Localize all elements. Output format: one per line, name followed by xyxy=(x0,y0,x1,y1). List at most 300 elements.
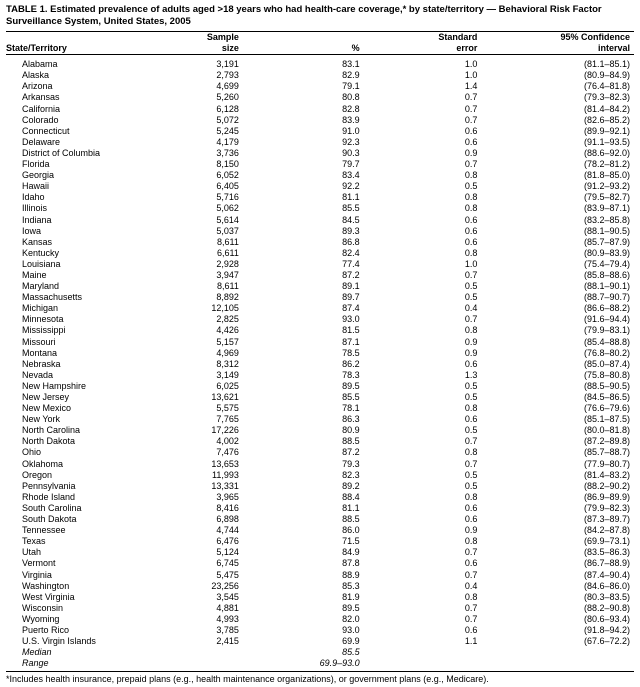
cell-sample-size: 2,415 xyxy=(216,636,239,647)
cell-sample-size: 4,002 xyxy=(216,436,239,447)
cell-standard-error: 0.7 xyxy=(464,569,478,580)
cell-standard-error: 0.6 xyxy=(464,214,478,225)
summary-row xyxy=(6,647,634,658)
cell-standard-error: 0.6 xyxy=(464,502,478,513)
cell-percent: 78.3 xyxy=(342,369,360,380)
cell-state: Tennessee xyxy=(22,525,66,536)
cell-sample-size: 4,426 xyxy=(216,325,239,336)
cell-percent: 87.1 xyxy=(342,336,360,347)
cell-confidence-interval: (88.5–90.5) xyxy=(583,380,630,391)
table-row xyxy=(6,536,634,547)
cell-percent: 77.4 xyxy=(342,258,360,269)
cell-state: Florida xyxy=(22,159,50,170)
cell-sample-size: 13,621 xyxy=(211,392,239,402)
table-row xyxy=(6,403,634,414)
cell-confidence-interval: (81.4–83.2) xyxy=(583,469,630,480)
table-row xyxy=(6,459,634,470)
cell-sample-size: 5,475 xyxy=(216,569,239,580)
table-row xyxy=(6,237,634,248)
cell-confidence-interval: (75.8–80.8) xyxy=(583,369,630,380)
cell-standard-error: 0.5 xyxy=(464,480,478,491)
cell-sample-size: 5,260 xyxy=(216,92,239,103)
cell-percent: 84.9 xyxy=(342,547,360,558)
cell-state: Montana xyxy=(22,347,58,358)
cell-confidence-interval: (80.9–84.9) xyxy=(583,70,630,81)
cell-sample-size: 3,947 xyxy=(216,269,239,280)
cell-standard-error: 0.7 xyxy=(464,92,478,103)
cell-sample-size: 2,928 xyxy=(216,258,239,269)
cell-standard-error: 0.8 xyxy=(464,247,478,258)
cell-standard-error: 0.7 xyxy=(464,602,478,613)
cell-confidence-interval: (81.4–84.2) xyxy=(583,103,630,114)
cell-percent: 93.0 xyxy=(342,314,360,325)
cell-confidence-interval: (76.4–81.8) xyxy=(583,81,630,92)
cell-percent: 89.5 xyxy=(342,602,360,613)
cell-percent: 82.4 xyxy=(342,247,360,258)
cell-confidence-interval: (78.2–81.2) xyxy=(583,159,630,170)
cell-sample-size: 2,825 xyxy=(216,314,239,325)
cell-standard-error: 1.3 xyxy=(464,369,478,380)
table-row xyxy=(6,325,634,336)
cell-percent: 89.1 xyxy=(342,281,360,292)
cell-confidence-interval: (83.9–87.1) xyxy=(583,203,630,214)
cell-standard-error: 0.7 xyxy=(464,314,478,325)
cell-state: Minnesota xyxy=(22,314,64,325)
cell-confidence-interval: (67.6–72.2) xyxy=(583,636,630,647)
cell-percent: 88.5 xyxy=(342,436,360,447)
cell-state: Nevada xyxy=(22,369,54,380)
cell-state: Alaska xyxy=(22,70,50,81)
cell-percent: 89.7 xyxy=(342,292,360,303)
cell-percent: 88.9 xyxy=(342,569,360,580)
cell-confidence-interval: (85.8–88.6) xyxy=(583,269,630,280)
cell-percent: 71.5 xyxy=(342,536,360,547)
cell-state: Ohio xyxy=(22,447,42,458)
table-row xyxy=(6,259,634,270)
cell-standard-error: 0.6 xyxy=(464,136,478,147)
table-row xyxy=(6,425,634,436)
table-row xyxy=(6,625,634,636)
header-state-blank xyxy=(6,32,163,44)
table-row xyxy=(6,558,634,569)
table-row xyxy=(6,248,634,259)
table-row xyxy=(6,570,634,581)
cell-confidence-interval: (85.7–87.9) xyxy=(583,236,630,247)
cell-percent: 69.9 xyxy=(342,636,360,647)
cell-state: Utah xyxy=(22,547,42,558)
header-sample-top: Sample xyxy=(163,32,273,44)
cell-percent: 91.0 xyxy=(342,125,360,136)
cell-sample-size: 12,105 xyxy=(211,303,239,314)
cell-confidence-interval: (86.9–89.9) xyxy=(583,491,630,502)
cell-state: Hawaii xyxy=(22,181,50,192)
cell-confidence-interval: (80.0–81.8) xyxy=(583,425,630,436)
cell-state: California xyxy=(22,103,61,114)
cell-state: Massachusetts xyxy=(22,292,83,303)
cell-standard-error: 0.6 xyxy=(464,624,478,635)
cell-standard-error: 0.8 xyxy=(464,203,478,214)
table-row xyxy=(6,70,634,81)
cell-state: Nebraska xyxy=(22,358,61,369)
cell-confidence-interval: (79.9–83.1) xyxy=(583,325,630,336)
cell-confidence-interval: (84.6–86.0) xyxy=(583,580,630,591)
cell-summary-label: Range xyxy=(22,658,49,669)
cell-sample-size: 11,993 xyxy=(211,469,239,480)
cell-confidence-interval: (80.9–83.9) xyxy=(583,247,630,258)
cell-confidence-interval: (91.2–93.2) xyxy=(583,181,630,192)
cell-confidence-interval: (88.2–90.2) xyxy=(583,480,630,491)
cell-state: New Hampshire xyxy=(22,380,87,391)
cell-state: Michigan xyxy=(22,303,59,314)
cell-percent: 81.9 xyxy=(342,591,360,602)
table-row xyxy=(6,92,634,103)
cell-sample-size: 3,965 xyxy=(216,491,239,502)
cell-confidence-interval: (86.7–88.9) xyxy=(583,558,630,569)
table-row xyxy=(6,503,634,514)
cell-percent: 88.4 xyxy=(342,491,360,502)
cell-sample-size: 8,611 xyxy=(216,281,239,292)
cell-percent: 87.8 xyxy=(342,558,360,569)
cell-confidence-interval: (91.6–94.4) xyxy=(583,314,630,325)
cell-standard-error: 0.6 xyxy=(464,514,478,525)
table-row xyxy=(6,359,634,370)
table-row xyxy=(6,226,634,237)
header-ci-bottom: interval xyxy=(511,43,634,55)
table-row xyxy=(6,514,634,525)
cell-confidence-interval: (91.1–93.5) xyxy=(583,136,630,147)
cell-percent: 81.1 xyxy=(342,502,360,513)
cell-confidence-interval: (84.2–87.8) xyxy=(583,525,630,536)
cell-standard-error: 1.0 xyxy=(464,70,478,81)
cell-percent: 78.5 xyxy=(342,347,360,358)
table-row xyxy=(6,137,634,148)
cell-confidence-interval: (76.8–80.2) xyxy=(583,347,630,358)
cell-standard-error: 0.5 xyxy=(464,281,478,292)
cell-sample-size: 6,052 xyxy=(216,170,239,181)
cell-sample-size: 7,765 xyxy=(216,414,239,425)
table-summary xyxy=(6,647,634,669)
cell-confidence-interval: (79.9–82.3) xyxy=(583,502,630,513)
cell-percent: 79.3 xyxy=(342,458,360,469)
prevalence-table xyxy=(6,31,634,669)
cell-state: Maryland xyxy=(22,281,60,292)
cell-summary-se-blank xyxy=(390,647,512,658)
cell-percent: 81.1 xyxy=(342,192,360,203)
cell-confidence-interval: (84.5–86.5) xyxy=(583,392,630,402)
table-row xyxy=(6,126,634,137)
cell-state: Alabama xyxy=(22,59,58,70)
cell-state: District of Columbia xyxy=(22,147,101,158)
cell-sample-size: 5,124 xyxy=(216,547,239,558)
cell-percent: 82.3 xyxy=(342,469,360,480)
cell-sample-size: 4,993 xyxy=(216,613,239,624)
cell-standard-error: 0.6 xyxy=(464,236,478,247)
table-row xyxy=(6,115,634,126)
cell-state: Kentucky xyxy=(22,247,60,258)
cell-confidence-interval: (88.1–90.5) xyxy=(583,225,630,236)
cell-sample-size: 4,969 xyxy=(216,347,239,358)
table-row xyxy=(6,581,634,592)
cell-percent: 93.0 xyxy=(342,624,360,635)
table-row xyxy=(6,370,634,381)
table-row xyxy=(6,170,634,181)
cell-sample-size: 7,476 xyxy=(216,447,239,458)
cell-confidence-interval: (79.3–82.3) xyxy=(583,92,630,103)
cell-standard-error: 0.7 xyxy=(464,436,478,447)
cell-sample-size: 4,881 xyxy=(216,602,239,613)
table-row xyxy=(6,392,634,403)
table-row xyxy=(6,337,634,348)
table-row xyxy=(6,270,634,281)
cell-summary-percent: 85.5 xyxy=(342,647,360,658)
cell-confidence-interval: (77.9–80.7) xyxy=(583,458,630,469)
cell-standard-error: 1.1 xyxy=(464,636,478,647)
table-header-bottom-row xyxy=(6,43,634,55)
cell-confidence-interval: (91.8–94.2) xyxy=(583,624,630,635)
cell-percent: 87.4 xyxy=(342,303,360,314)
cell-confidence-interval: (88.6–92.0) xyxy=(583,147,630,158)
table-row xyxy=(6,525,634,536)
cell-sample-size: 6,405 xyxy=(216,181,239,192)
cell-confidence-interval: (85.4–88.8) xyxy=(583,336,630,347)
cell-summary-percent: 69.9–93.0 xyxy=(319,658,360,669)
cell-state: New York xyxy=(22,414,61,425)
cell-sample-size: 8,416 xyxy=(216,502,239,513)
cell-percent: 85.5 xyxy=(342,203,360,214)
cell-confidence-interval: (83.2–85.8) xyxy=(583,214,630,225)
cell-sample-size: 3,736 xyxy=(216,147,239,158)
cell-standard-error: 0.8 xyxy=(464,591,478,602)
cell-sample-size: 6,025 xyxy=(216,380,239,391)
cell-standard-error: 0.7 xyxy=(464,114,478,125)
cell-standard-error: 0.6 xyxy=(464,558,478,569)
cell-sample-size: 5,157 xyxy=(216,336,239,347)
cell-state: U.S. Virgin Islands xyxy=(22,636,96,647)
cell-standard-error: 0.9 xyxy=(464,525,478,536)
cell-state: Oregon xyxy=(22,469,53,480)
cell-sample-size: 2,793 xyxy=(216,70,239,81)
cell-sample-size: 5,614 xyxy=(216,214,239,225)
cell-state: South Dakota xyxy=(22,514,77,525)
header-sample-bottom: size xyxy=(163,43,273,55)
cell-sample-size: 8,312 xyxy=(216,358,239,369)
cell-standard-error: 0.8 xyxy=(464,170,478,181)
table-row xyxy=(6,481,634,492)
table-body xyxy=(6,57,634,647)
cell-confidence-interval: (85.0–87.4) xyxy=(583,358,630,369)
cell-percent: 87.2 xyxy=(342,269,360,280)
table-row xyxy=(6,314,634,325)
cell-standard-error: 1.4 xyxy=(464,81,478,92)
table-row xyxy=(6,381,634,392)
table-row xyxy=(6,348,634,359)
cell-confidence-interval: (88.2–90.8) xyxy=(583,602,630,613)
cell-confidence-interval: (81.1–85.1) xyxy=(583,59,630,70)
table-row xyxy=(6,614,634,625)
cell-sample-size: 3,191 xyxy=(216,59,239,70)
cell-sample-size: 5,245 xyxy=(216,125,239,136)
cell-percent: 86.3 xyxy=(342,414,360,425)
table-row xyxy=(6,215,634,226)
header-pct: % xyxy=(273,43,390,55)
cell-sample-size: 13,653 xyxy=(211,458,239,469)
cell-state: Louisiana xyxy=(22,258,61,269)
cell-state: Rhode Island xyxy=(22,491,76,502)
cell-standard-error: 0.7 xyxy=(464,458,478,469)
table-row xyxy=(6,57,634,70)
cell-percent: 82.8 xyxy=(342,103,360,114)
cell-standard-error: 0.8 xyxy=(464,447,478,458)
header-pct-blank xyxy=(273,32,390,44)
cell-standard-error: 0.6 xyxy=(464,225,478,236)
cell-standard-error: 0.8 xyxy=(464,403,478,414)
cell-state: Wyoming xyxy=(22,613,60,624)
cell-confidence-interval: (85.7–88.7) xyxy=(583,447,630,458)
cell-percent: 88.5 xyxy=(342,514,360,525)
cell-confidence-interval: (81.8–85.0) xyxy=(583,170,630,181)
cell-percent: 89.5 xyxy=(342,380,360,391)
cell-state: Mississippi xyxy=(22,325,66,336)
table-header-top-row xyxy=(6,32,634,44)
table-row xyxy=(6,281,634,292)
table-row xyxy=(6,414,634,425)
cell-summary-label: Median xyxy=(22,647,52,658)
cell-summary-se-blank xyxy=(390,658,512,669)
cell-standard-error: 0.9 xyxy=(464,336,478,347)
table-row xyxy=(6,303,634,314)
cell-standard-error: 0.4 xyxy=(464,303,478,314)
cell-sample-size: 13,331 xyxy=(211,480,239,491)
cell-confidence-interval: (76.6–79.6) xyxy=(583,403,630,414)
table-row xyxy=(6,148,634,159)
cell-state: Maine xyxy=(22,269,47,280)
cell-percent: 86.2 xyxy=(342,358,360,369)
cell-standard-error: 1.0 xyxy=(464,258,478,269)
cell-state: Colorado xyxy=(22,114,59,125)
cell-percent: 84.5 xyxy=(342,214,360,225)
cell-summary-ci-blank xyxy=(511,658,634,669)
table-row xyxy=(6,181,634,192)
cell-standard-error: 0.7 xyxy=(464,547,478,558)
cell-sample-size: 17,226 xyxy=(211,425,239,436)
table-row xyxy=(6,470,634,481)
cell-state: Indiana xyxy=(22,214,52,225)
cell-standard-error: 0.5 xyxy=(464,292,478,303)
page-title: TABLE 1. Estimated prevalence of adults aged >18 years who had health-care coverage,* by state/territory — Behavioral Risk Factor Surveillance System, United States, 2005 xyxy=(6,4,602,27)
cell-confidence-interval: (83.5–86.3) xyxy=(583,547,630,558)
cell-standard-error: 0.5 xyxy=(464,425,478,436)
cell-standard-error: 1.0 xyxy=(464,59,478,70)
cell-percent: 89.2 xyxy=(342,480,360,491)
cell-sample-size: 6,476 xyxy=(216,536,239,547)
cell-confidence-interval: (88.7–90.7) xyxy=(583,292,630,303)
cell-confidence-interval: (80.3–83.5) xyxy=(583,591,630,602)
table-row xyxy=(6,603,634,614)
cell-sample-size: 23,256 xyxy=(211,580,239,591)
table-row xyxy=(6,81,634,92)
cell-standard-error: 0.8 xyxy=(464,491,478,502)
cell-confidence-interval: (88.1–90.1) xyxy=(583,281,630,292)
cell-summary-ci-blank xyxy=(511,647,634,658)
cell-percent: 83.4 xyxy=(342,170,360,181)
cell-sample-size: 8,150 xyxy=(216,159,239,170)
cell-confidence-interval: (82.6–85.2) xyxy=(583,114,630,125)
cell-percent: 82.9 xyxy=(342,70,360,81)
cell-percent: 78.1 xyxy=(342,403,360,414)
cell-standard-error: 0.5 xyxy=(464,469,478,480)
table-row xyxy=(6,159,634,170)
table-row xyxy=(6,436,634,447)
cell-sample-size: 5,716 xyxy=(216,192,239,203)
cell-percent: 82.0 xyxy=(342,613,360,624)
cell-state: Pennsylvania xyxy=(22,480,76,491)
table-row xyxy=(6,447,634,458)
cell-percent: 86.8 xyxy=(342,236,360,247)
cell-state: Delaware xyxy=(22,136,61,147)
cell-confidence-interval: (85.1–87.5) xyxy=(583,414,630,425)
cell-state: Wisconsin xyxy=(22,602,64,613)
cell-state: Virginia xyxy=(22,569,52,580)
cell-sample-size: 8,611 xyxy=(216,236,239,247)
cell-state: Kansas xyxy=(22,236,53,247)
cell-percent: 92.3 xyxy=(342,136,360,147)
cell-percent: 92.2 xyxy=(342,181,360,192)
cell-standard-error: 0.5 xyxy=(464,181,478,192)
cell-percent: 87.2 xyxy=(342,447,360,458)
cell-percent: 86.0 xyxy=(342,525,360,536)
cell-state: Oklahoma xyxy=(22,458,64,469)
table-row xyxy=(6,104,634,115)
cell-state: New Jersey xyxy=(22,392,70,402)
cell-percent: 79.1 xyxy=(342,81,360,92)
cell-percent: 89.3 xyxy=(342,225,360,236)
cell-percent: 90.3 xyxy=(342,147,360,158)
cell-standard-error: 0.6 xyxy=(464,125,478,136)
cell-sample-size: 4,179 xyxy=(216,136,239,147)
summary-row xyxy=(6,658,634,669)
cell-state: Connecticut xyxy=(22,125,70,136)
cell-state: Puerto Rico xyxy=(22,624,70,635)
table-row xyxy=(6,203,634,214)
cell-state: West Virginia xyxy=(22,591,75,602)
cell-state: Missouri xyxy=(22,336,56,347)
cell-standard-error: 0.7 xyxy=(464,613,478,624)
cell-sample-size: 5,037 xyxy=(216,225,239,236)
cell-sample-size: 5,062 xyxy=(216,203,239,214)
cell-standard-error: 0.9 xyxy=(464,347,478,358)
cell-state: Idaho xyxy=(22,192,45,203)
cell-confidence-interval: (89.9–92.1) xyxy=(583,125,630,136)
cell-standard-error: 0.8 xyxy=(464,192,478,203)
table-row xyxy=(6,492,634,503)
cell-confidence-interval: (87.4–90.4) xyxy=(583,569,630,580)
cell-percent: 81.5 xyxy=(342,325,360,336)
cell-confidence-interval: (87.2–89.8) xyxy=(583,436,630,447)
cell-summary-size-blank xyxy=(163,658,273,669)
cell-standard-error: 0.4 xyxy=(464,580,478,591)
cell-sample-size: 4,744 xyxy=(216,525,239,536)
cell-percent: 80.8 xyxy=(342,92,360,103)
header-se-top: Standard xyxy=(390,32,512,44)
cell-state: North Carolina xyxy=(22,425,81,436)
cell-standard-error: 0.5 xyxy=(464,380,478,391)
cell-sample-size: 3,545 xyxy=(216,591,239,602)
cell-percent: 85.5 xyxy=(342,392,360,402)
header-se-bottom: error xyxy=(390,43,512,55)
header-ci-top: 95% Confidence xyxy=(511,32,634,44)
cell-percent: 85.3 xyxy=(342,580,360,591)
cell-sample-size: 3,149 xyxy=(216,369,239,380)
